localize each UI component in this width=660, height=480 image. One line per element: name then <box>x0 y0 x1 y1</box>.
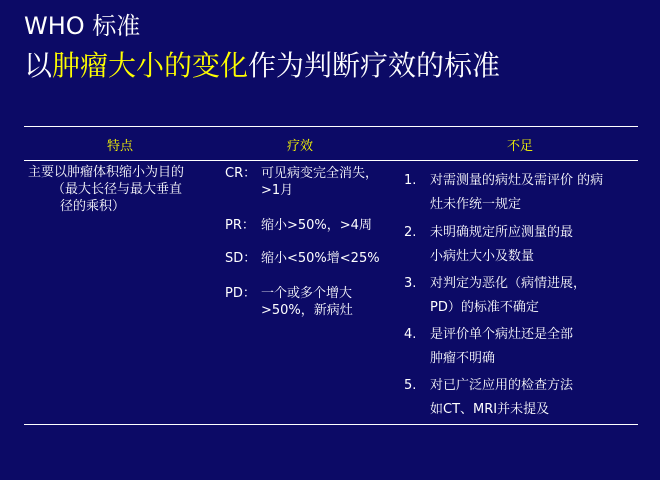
efficacy-key: PD： <box>225 286 256 301</box>
table-top-rule <box>24 126 638 127</box>
shortcoming-text: 未明确规定所应测量的最 <box>430 225 574 240</box>
efficacy-text: 缩小<50%增<25% <box>261 251 380 266</box>
efficacy-text: >50%，新病灶 <box>261 303 353 318</box>
shortcoming-item <box>404 377 573 418</box>
shortcoming-number: 4. <box>404 327 417 342</box>
shortcoming-item <box>404 224 573 265</box>
efficacy-text: 可见病变完全消失， <box>261 166 379 181</box>
efficacy-key: CR： <box>225 166 257 181</box>
shortcoming-text: 肿瘤不明确 <box>430 351 496 366</box>
efficacy-text: 一个或多个增大 <box>261 286 353 301</box>
table-bottom-rule <box>24 424 638 425</box>
shortcoming-item <box>404 172 603 213</box>
efficacy-key: SD： <box>225 251 257 266</box>
shortcoming-text: 灶未作统一规定 <box>430 197 522 212</box>
shortcoming-number: 5. <box>404 378 417 393</box>
slide-subtitle <box>24 48 500 84</box>
feature-line: （最大长径与最大垂直 <box>52 182 183 197</box>
shortcoming-text: 对需测量的病灶及需评价 的病 <box>430 173 604 188</box>
subtitle-suffix: 作为判断疗效的标准 <box>248 49 501 82</box>
feature-cell <box>28 164 213 215</box>
shortcoming-item <box>404 275 586 316</box>
efficacy-sd <box>225 250 380 267</box>
efficacy-pd <box>225 285 353 319</box>
shortcoming-number: 3. <box>404 276 417 291</box>
shortcoming-text: 对判定为恶化（病情进展， <box>430 276 587 291</box>
shortcoming-text: 如CT、MRI并未提及 <box>430 402 550 417</box>
shortcoming-number: 2. <box>404 225 417 240</box>
shortcoming-text: PD）的标准不确定 <box>430 300 539 315</box>
slide-title: WHO 标准 <box>24 12 141 40</box>
shortcoming-text: 对已广泛应用的检查方法 <box>430 378 574 393</box>
feature-line: 主要以肿瘤体积缩小为目的 <box>28 165 185 180</box>
header-feature: 特点 <box>106 139 133 154</box>
header-shortcomings: 不足 <box>506 139 533 154</box>
subtitle-prefix: 以 <box>24 49 53 82</box>
efficacy-text: 缩小>50%，>4周 <box>261 218 372 233</box>
efficacy-cr <box>225 165 378 199</box>
shortcoming-text: 小病灶大小及数量 <box>430 249 535 264</box>
feature-line: 径的乘积） <box>60 199 126 214</box>
shortcoming-item <box>404 326 573 367</box>
header-efficacy: 疗效 <box>286 139 313 154</box>
shortcoming-number: 1. <box>404 173 417 188</box>
efficacy-key: PR： <box>225 218 255 233</box>
efficacy-text: >1月 <box>261 183 294 198</box>
table-header-rule <box>24 160 638 161</box>
subtitle-highlight: 肿瘤大小的变化 <box>52 49 249 82</box>
shortcoming-text: 是评价单个病灶还是全部 <box>430 327 574 342</box>
efficacy-pr <box>225 217 372 234</box>
